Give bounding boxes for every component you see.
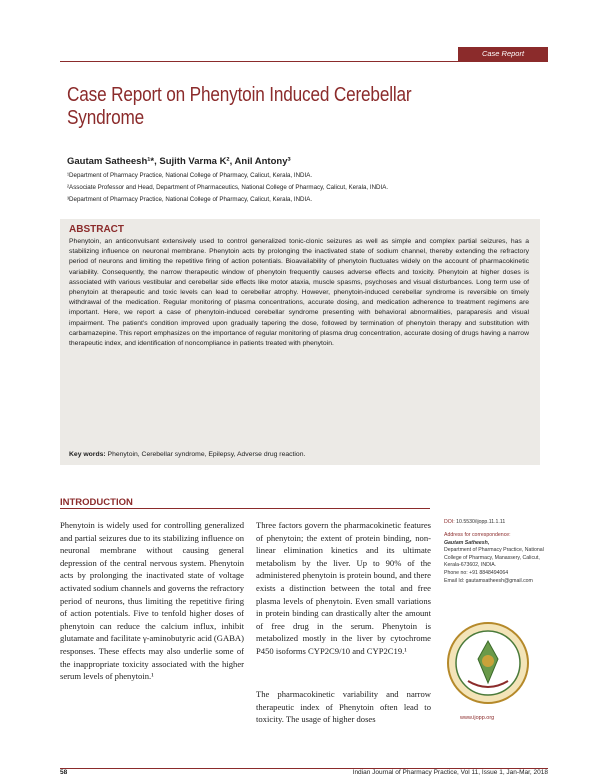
correspondence-phone: Phone no: +91 8848494064 <box>444 569 509 576</box>
journal-citation: Indian Journal of Pharmacy Practice, Vol 11, Issue 1, Jan-Mar, 2018 <box>352 769 548 776</box>
authors: Gautam Satheesh¹*, Sujith Varma K², Anil Antony³ <box>67 156 291 167</box>
abstract-heading: ABSTRACT <box>69 224 124 235</box>
introduction-heading: INTRODUCTION <box>60 497 133 508</box>
article-title: Case Report on Phenytoin Induced Cerebellar Syndrome <box>67 84 412 129</box>
body-column-2-continued: The pharmacokinetic variability and narrow therapeutic index of Phenytoin often lead to toxicity. The usage of higher doses <box>256 689 431 725</box>
doi-block <box>444 519 544 527</box>
article-type-tag: Case Report <box>458 47 548 61</box>
correspondence-block <box>444 532 544 585</box>
doi-label: DOI: <box>444 519 455 525</box>
affiliation-2: ²Associate Professor and Head, Department of Pharmaceutics, National College of Pharmacy, Calicut, Kerala, INDIA. <box>67 184 389 191</box>
correspondence-label: Address for correspondence: <box>444 532 511 538</box>
correspondence-address: Department of Pharmacy Practice, National College of Pharmacy, Manassery, Calicut, Kerala-673602, INDIA. <box>444 547 544 569</box>
affiliation-1: ¹Department of Pharmacy Practice, National College of Pharmacy, Calicut, Kerala, INDIA. <box>67 172 313 179</box>
body-column-2: Three factors govern the pharmacokinetic features of phenytoin; the extent of protein binding, non-linear elimination kinetics and its ultimate metabolism by the liver. Up to 90% of the administered phenytoin is protein bound, and there exists a distinction between the total and free plasma levels of phenytoin. Even small variations in protein binding can drastically alter the amount of free drug in the serum. Phenytoin is metabolized mostly in the liver by cytochrome P450 isoforms CYP2C9/10 and CYP2C19.¹ <box>256 520 431 656</box>
correspondence-email[interactable]: Email Id: gautamsatheesh@gmail.com <box>444 577 533 584</box>
introduction-rule <box>60 508 430 509</box>
keywords <box>69 451 305 458</box>
journal-logo-icon <box>446 621 530 705</box>
abstract-text: Phenytoin, an anticonvulsant extensively used to control generalized tonic-clonic seizures as well as simple and complex partial seizures, has a stabilizing influence on neuronal membrane. Phenytoin acts by prolonging the inactivated state of sodium channel, thereby extending the refractory period of neurons and limiting the repetitive firing of action potentials. Bioavailability of phenytoin fluctuates widely on the account of pharmacokinetic variability. Consequently, the narrow therapeutic window of phenytoin frequently causes adverse effects and toxicity. Phenytoin at higher doses is associated with various vestibular and cerebellar side effects like motor ataxia, muscle spasms, psychoses and visual disturbances. Long term use of phenytoin at therapeutic and toxic levels can lead to cerebellar atrophy. However, phenytoin-induced cerebellar syndrome is reversible on timely withdrawal of the medication. Regular monitoring of plasma concentrations, accurate dosing, and medication adherence to treatment regimens are important. Here, we report a case of phenytoin-induced cerebellar syndrome presenting with behavioral abnormalities, paraparesis and visual impairment. The patient's condition improved upon gradually tapering the dose, followed by termination of phenytoin therapy and substitution with carbamazepine. This report emphasizes on the importance of regular monitoring of plasma drug concentration, accurate dosing of drugs having a narrow therapeutic index, and identification of noncompliance in patients treated with phenytoin. <box>69 238 529 348</box>
correspondence-name: Gautam Satheesh, <box>444 539 490 546</box>
page-number: 58 <box>60 769 68 776</box>
affiliation-3: ³Department of Pharmacy Practice, National College of Pharmacy, Calicut, Kerala, INDIA. <box>67 196 313 203</box>
doi-value[interactable]: 10.5530/ijopp.11.1.11 <box>456 519 506 525</box>
journal-website[interactable]: www.ijopp.org <box>460 715 495 721</box>
header-rule <box>60 61 548 62</box>
keywords-list: Phenytoin, Cerebellar syndrome, Epilepsy, Adverse drug reaction. <box>107 451 306 458</box>
body-column-1: Phenytoin is widely used for controlling generalized and partial seizures due to its stabilizing influence on neuronal membrane without causing general depression of the central nervous system. Phenytoin acts by prolonging the inactivated state of voltage activated sodium channels and governs the refractory period of neurons, thus limiting the repetitive firing of action potentials. Five to tenfold higher doses of phenytoin can reduce the calcium influx, inhibit glutamate and facilitate γ-aminobutyric acid (GABA) responses. These effects may also underlie some of the inappropriate toxicity associated with the higher serum levels of phenytoin.¹ <box>60 520 244 682</box>
keywords-label: Key words: <box>69 451 106 458</box>
